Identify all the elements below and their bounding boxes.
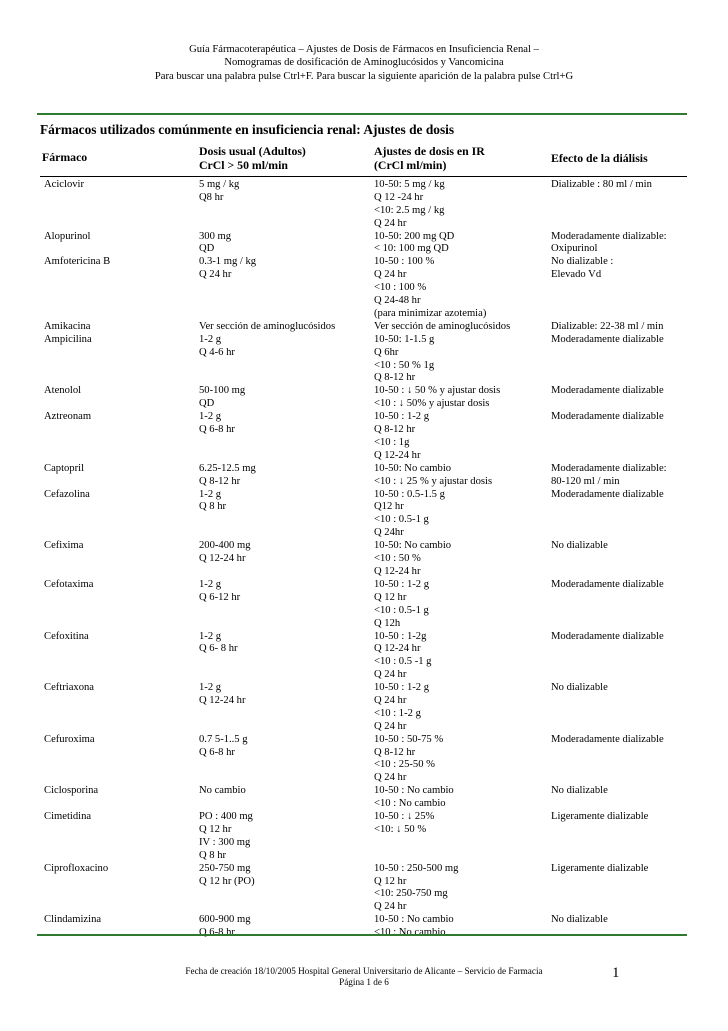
renal-adjustment-text: Q 24 hr	[374, 694, 407, 706]
renal-adjustment-text: Q 8-12 hr	[374, 372, 416, 384]
renal-adjustment-text: <10 : ↓ 50% y ajustar dosis	[374, 398, 490, 410]
usual-dose-cell	[199, 681, 246, 707]
dialysis-effect-cell	[551, 578, 664, 591]
renal-adjustment-text: Q 24 hr	[374, 269, 407, 281]
usual-dose-cell	[199, 255, 256, 281]
renal-adjustment-text: <10: ↓ 50 %	[374, 823, 427, 835]
drug-name-text: Ceftriaxona	[44, 682, 95, 694]
drug-name-cell	[44, 681, 94, 694]
dialysis-effect-cell	[551, 488, 664, 501]
renal-adjustment-text: 10-50: No cambio	[374, 462, 452, 474]
drug-name-text: Cefazolina	[44, 488, 90, 500]
renal-adjustment-text: 10-50 : 1-2g	[374, 630, 427, 642]
drug-name-cell	[44, 733, 95, 746]
renal-adjustment-text: Q12 hr	[374, 501, 404, 513]
renal-adjustment-text: <10 : 0.5 -1 g	[374, 656, 432, 668]
usual-dose-cell	[199, 539, 251, 565]
dialysis-effect-text: No dializable	[551, 785, 608, 797]
usual-dose-text: QD	[199, 398, 215, 410]
dialysis-effect-cell	[551, 462, 667, 488]
renal-adjustment-text: <10 : No cambio	[374, 927, 446, 939]
drug-name-cell	[44, 810, 91, 823]
drug-name-text: Clindamizina	[44, 914, 102, 926]
usual-dose-text: 1-2 g	[199, 578, 222, 590]
usual-dose-text: Q 8 hr	[199, 849, 227, 861]
dialysis-effect-text: Ligeramente dializable	[551, 811, 649, 823]
dialysis-effect-text: Moderadamente dializable:	[551, 462, 667, 474]
drug-name-cell	[44, 862, 108, 875]
dialysis-effect-text: Moderadamente dializable	[551, 578, 664, 590]
renal-adjustment-cell	[374, 230, 454, 256]
renal-adjustment-cell	[374, 488, 445, 540]
usual-dose-text: 50-100 mg	[199, 385, 246, 397]
drug-name-cell	[44, 410, 91, 423]
drug-name-cell	[44, 230, 91, 243]
usual-dose-text: Q 6- 8 hr	[199, 643, 238, 655]
drug-name-text: Aciclovir	[44, 179, 85, 190]
drug-name-text: Ciclosporina	[44, 785, 99, 797]
renal-adjustment-text: Q 24-48 hr	[374, 295, 421, 307]
dialysis-effect-text: Moderadamente dializable	[551, 333, 664, 345]
usual-dose-cell	[199, 862, 255, 888]
usual-dose-text: 1-2 g	[199, 630, 222, 642]
usual-dose-cell	[199, 784, 246, 797]
column-header-usual-dose-sub: CrCl > 50 ml/min	[199, 158, 288, 172]
dialysis-effect-cell	[551, 255, 613, 281]
drug-name-text: Atenolol	[44, 385, 82, 397]
dialysis-effect-cell	[551, 862, 648, 875]
renal-adjustment-text: Q 24hr	[374, 527, 404, 539]
renal-adjustment-text: <10 : No cambio	[374, 798, 446, 810]
renal-adjustment-text: 10-50: No cambio	[374, 540, 452, 552]
usual-dose-cell	[199, 733, 248, 759]
usual-dose-text: Q 6-8 hr	[199, 927, 235, 939]
usual-dose-cell	[199, 462, 256, 488]
renal-adjustment-text: Q 12-24 hr	[374, 565, 421, 577]
dialysis-effect-text: Moderadamente dializable:	[551, 230, 667, 242]
dialysis-effect-cell	[551, 178, 652, 191]
footer-line2: Página 1 de 6	[339, 977, 389, 987]
dialysis-effect-text: Moderadamente dializable	[551, 385, 664, 397]
usual-dose-text: Q8 hr	[199, 191, 224, 203]
usual-dose-text: 1-2 g	[199, 682, 222, 694]
drug-name-text: Cefuroxima	[44, 733, 95, 745]
renal-adjustment-cell	[374, 462, 492, 488]
usual-dose-cell	[199, 178, 239, 204]
usual-dose-text: 600-900 mg	[199, 914, 251, 926]
renal-adjustment-text: 10-50: 5 mg / kg	[374, 179, 445, 190]
renal-adjustment-cell	[374, 384, 500, 410]
usual-dose-text: 300 mg	[199, 230, 232, 242]
renal-adjustment-text: Q 24 hr	[374, 217, 407, 229]
drug-name-cell	[44, 784, 98, 797]
drug-name-cell	[44, 320, 90, 333]
dialysis-effect-cell	[551, 733, 664, 746]
dialysis-effect-cell	[551, 333, 664, 346]
dialysis-effect-text: No dializable	[551, 682, 608, 694]
drug-name-text: Ampicilina	[44, 333, 92, 345]
dialysis-effect-text: Ligeramente dializable	[551, 862, 649, 874]
usual-dose-text: 6.25-12.5 mg	[199, 462, 256, 474]
renal-adjustment-text: Q 12 hr	[374, 875, 407, 887]
renal-adjustment-text: 10-50 : 0.5-1.5 g	[374, 488, 445, 500]
renal-adjustment-text: Q 12h	[374, 617, 401, 629]
renal-adjustment-text: <10 : 0.5-1 g	[374, 514, 429, 526]
dialysis-effect-cell	[551, 630, 664, 643]
column-header-dose-adjust-sub: (CrCl ml/min)	[374, 158, 447, 172]
renal-adjustment-cell	[374, 178, 445, 230]
document-header-line3: Para buscar una palabra pulse Ctrl+F. Para buscar la siguiente aparición de la palabra pulse Ctrl+G	[154, 71, 574, 82]
usual-dose-text: Q 12-24 hr	[199, 694, 246, 706]
renal-adjustment-cell	[374, 862, 458, 914]
renal-adjustment-text: <10 : 0.5-1 g	[374, 604, 429, 616]
renal-adjustment-text: <10 : 50 % 1g	[374, 359, 435, 371]
dialysis-effect-text: No dializable	[551, 914, 608, 926]
renal-adjustment-cell	[374, 255, 486, 319]
renal-adjustment-text: Ver sección de aminoglucósidos	[374, 320, 511, 332]
usual-dose-text: No cambio	[199, 785, 246, 797]
drug-name-text: Alopurinol	[44, 230, 91, 242]
renal-adjustment-cell	[374, 578, 429, 630]
usual-dose-text: 5 mg / kg	[199, 179, 240, 190]
renal-adjustment-text: <10 : 50 %	[374, 553, 421, 565]
usual-dose-cell	[199, 578, 240, 604]
renal-adjustment-text: <10 : 1g	[374, 436, 410, 448]
usual-dose-cell	[199, 230, 231, 256]
renal-adjustment-text: <10 : ↓ 25 % y ajustar dosis	[374, 475, 493, 487]
renal-adjustment-text: Q 24 hr	[374, 901, 407, 913]
renal-adjustment-cell	[374, 681, 429, 733]
renal-adjustment-cell	[374, 733, 443, 785]
usual-dose-text: Ver sección de aminoglucósidos	[199, 320, 336, 332]
drug-name-cell	[44, 578, 93, 591]
drug-name-text: Cefixima	[44, 540, 84, 552]
header-underline	[40, 176, 687, 177]
column-header-dialysis-effect: Efecto de la diálisis	[551, 151, 648, 165]
dialysis-effect-cell	[551, 320, 663, 333]
drug-name-text: Aztreonam	[44, 411, 92, 423]
usual-dose-cell	[199, 333, 235, 359]
drug-name-cell	[44, 913, 101, 926]
renal-adjustment-text: Q 12-24 hr	[374, 643, 421, 655]
dialysis-effect-cell	[551, 539, 608, 552]
renal-adjustment-text: Q 12 -24 hr	[374, 191, 424, 203]
column-header-usual-dose: Dosis usual (Adultos)	[199, 144, 306, 158]
usual-dose-text: 1-2 g	[199, 488, 222, 500]
footer-line1: Fecha de creación 18/10/2005 Hospital General Universitario de Alicante – Servicio de Farmacia	[185, 966, 543, 976]
renal-adjustment-cell	[374, 539, 451, 578]
dialysis-effect-text: No dializable	[551, 540, 608, 552]
renal-adjustment-text: Q 24 hr	[374, 720, 407, 732]
usual-dose-text: 0.3-1 mg / kg	[199, 256, 257, 268]
usual-dose-text: 200-400 mg	[199, 540, 251, 552]
renal-adjustment-text: 10-50 : ↓ 25%	[374, 811, 435, 823]
renal-adjustment-cell	[374, 333, 434, 385]
dialysis-effect-cell	[551, 913, 608, 926]
renal-adjustment-text: 10-50: 1-1.5 g	[374, 333, 435, 345]
renal-adjustment-text: Q 24 hr	[374, 772, 407, 784]
dialysis-effect-text: Dializable: 22-38 ml / min	[551, 320, 664, 332]
dialysis-effect-text: Moderadamente dializable	[551, 488, 664, 500]
document-header-line2: Nomogramas de dosificación de Aminoglucósidos y Vancomicina	[224, 57, 504, 68]
drug-name-text: Cefotaxima	[44, 578, 94, 590]
document-header-line1: Guía Fármacoterapéutica – Ajustes de Dosis de Fármacos en Insuficiencia Renal –	[189, 44, 539, 55]
renal-adjustment-text: 10-50 : No cambio	[374, 785, 454, 797]
renal-adjustment-cell	[374, 410, 429, 462]
usual-dose-text: PO : 400 mg	[199, 811, 253, 823]
renal-adjustment-text: Q 24 hr	[374, 669, 407, 681]
renal-adjustment-text: <10: 2.5 mg / kg	[374, 204, 445, 216]
usual-dose-cell	[199, 810, 253, 862]
renal-adjustment-text: 10-50 : 50-75 %	[374, 733, 444, 745]
dialysis-effect-cell	[551, 230, 667, 256]
drug-name-cell	[44, 384, 81, 397]
renal-adjustment-text: <10 : 1-2 g	[374, 707, 421, 719]
renal-adjustment-text: (para minimizar azotemia)	[374, 307, 487, 319]
usual-dose-text: Q 6-12 hr	[199, 591, 241, 603]
renal-adjustment-cell	[374, 810, 434, 836]
dialysis-effect-text: Moderadamente dializable	[551, 630, 664, 642]
drug-name-text: Cimetidina	[44, 811, 92, 823]
dialysis-effect-cell	[551, 784, 608, 797]
renal-adjustment-text: Q 6hr	[374, 346, 399, 358]
renal-adjustment-text: 10-50 : 1-2 g	[374, 578, 430, 590]
renal-adjustment-text: 10-50: 200 mg QD	[374, 230, 455, 242]
column-header-drug: Fármaco	[42, 150, 88, 164]
usual-dose-text: 250-750 mg	[199, 862, 251, 874]
column-header-dose-adjust: Ajustes de dosis en IR	[374, 144, 485, 158]
usual-dose-text: Q 6-8 hr	[199, 746, 235, 758]
drug-name-cell	[44, 462, 84, 475]
drug-name-cell	[44, 255, 110, 268]
drug-name-text: Ciprofloxacino	[44, 862, 109, 874]
dialysis-effect-cell	[551, 810, 648, 823]
renal-adjustment-cell	[374, 630, 431, 682]
usual-dose-cell	[199, 320, 335, 333]
renal-adjustment-cell	[374, 320, 510, 333]
usual-dose-text: Q 8-12 hr	[199, 475, 241, 487]
usual-dose-text: 0.7 5-1..5 g	[199, 733, 248, 745]
renal-adjustment-text: <10 : 25-50 %	[374, 759, 435, 771]
usual-dose-cell	[199, 410, 235, 436]
usual-dose-text: IV : 300 mg	[199, 836, 251, 848]
usual-dose-text: Q 4-6 hr	[199, 346, 235, 358]
dialysis-effect-text: No dializable :	[551, 256, 614, 268]
usual-dose-text: Q 12 hr	[199, 823, 232, 835]
page-number: 1	[612, 965, 620, 981]
usual-dose-text: Q 8 hr	[199, 501, 227, 513]
dialysis-effect-text: Dializable : 80 ml / min	[551, 179, 652, 190]
usual-dose-text: Q 24 hr	[199, 269, 232, 281]
usual-dose-text: 1-2 g	[199, 411, 222, 423]
renal-adjustment-text: 10-50 : 100 %	[374, 256, 435, 268]
dialysis-effect-text: Moderadamente dializable	[551, 411, 664, 423]
drug-name-text: Cefoxitina	[44, 630, 89, 642]
renal-adjustment-text: < 10: 100 mg QD	[374, 243, 449, 255]
drug-name-text: Amikacina	[44, 320, 91, 332]
drug-name-text: Amfotericina B	[44, 256, 111, 268]
dialysis-effect-text: Oxipurinol	[551, 243, 598, 255]
drug-name-cell	[44, 178, 84, 191]
renal-adjustment-text: 10-50 : ↓ 50 % y ajustar dosis	[374, 385, 501, 397]
drug-name-cell	[44, 539, 83, 552]
dialysis-effect-text: 80-120 ml / min	[551, 475, 620, 487]
dialysis-effect-text: Moderadamente dializable	[551, 733, 664, 745]
usual-dose-text: QD	[199, 243, 215, 255]
renal-adjustment-text: 10-50 : 1-2 g	[374, 411, 430, 423]
usual-dose-text: Q 6-8 hr	[199, 424, 235, 436]
drug-name-cell	[44, 333, 92, 346]
renal-adjustment-text: Q 12 hr	[374, 591, 407, 603]
usual-dose-text: Q 12-24 hr	[199, 553, 246, 565]
drug-name-text: Captopril	[44, 462, 85, 474]
usual-dose-cell	[199, 384, 245, 410]
renal-adjustment-text: <10 : 100 %	[374, 282, 427, 294]
usual-dose-cell	[199, 488, 226, 514]
usual-dose-cell	[199, 630, 238, 656]
dialysis-effect-cell	[551, 410, 664, 423]
renal-adjustment-text: 10-50 : No cambio	[374, 914, 454, 926]
renal-adjustment-text: Q 8-12 hr	[374, 424, 416, 436]
dialysis-effect-cell	[551, 681, 608, 694]
usual-dose-text: 1-2 g	[199, 333, 222, 345]
renal-adjustment-text: Q 8-12 hr	[374, 746, 416, 758]
bottom-rule	[37, 934, 687, 936]
usual-dose-text: Q 12 hr (PO)	[199, 875, 255, 887]
section-title: Fármacos utilizados comúnmente en insuficiencia renal: Ajustes de dosis	[40, 122, 455, 137]
renal-adjustment-text: Q 12-24 hr	[374, 449, 421, 461]
renal-adjustment-text: <10: 250-750 mg	[374, 888, 448, 900]
renal-adjustment-text: 10-50 : 250-500 mg	[374, 862, 459, 874]
renal-adjustment-cell	[374, 784, 454, 810]
drug-name-cell	[44, 630, 89, 643]
top-rule	[37, 113, 687, 115]
renal-adjustment-text: 10-50 : 1-2 g	[374, 682, 430, 694]
drug-name-cell	[44, 488, 90, 501]
dialysis-effect-cell	[551, 384, 664, 397]
dialysis-effect-text: Elevado Vd	[551, 269, 602, 281]
